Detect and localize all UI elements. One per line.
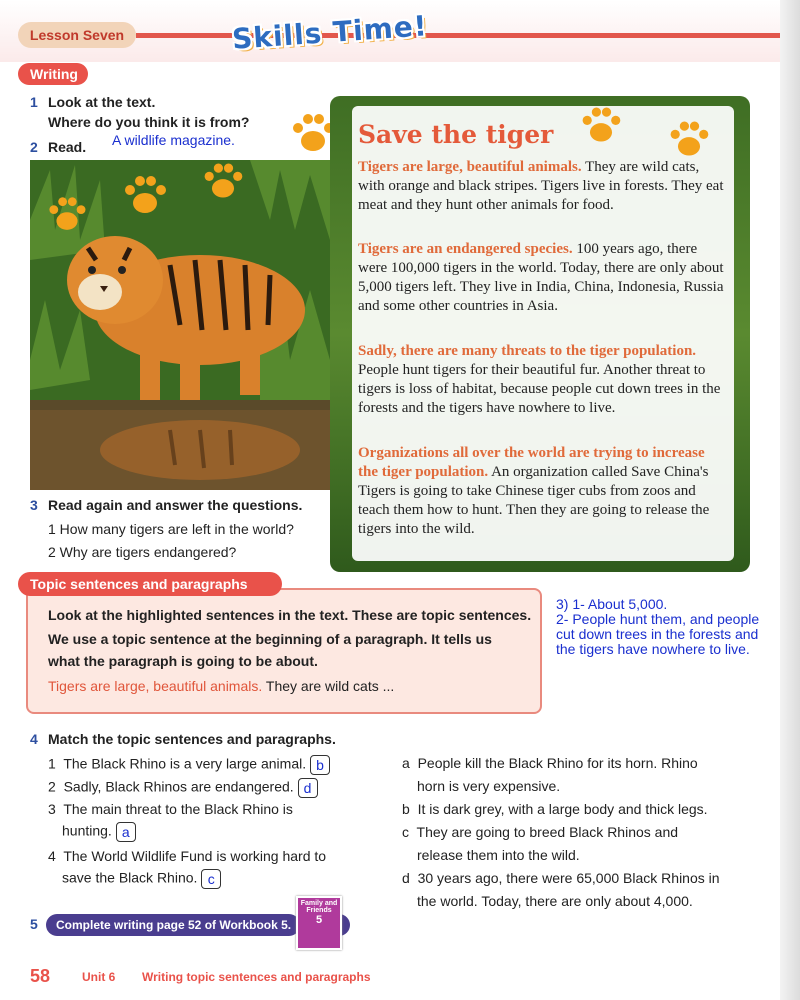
match-left-1-number: 1	[48, 755, 56, 772]
match-left-2-text: Sadly, Black Rhinos are endangered.	[63, 778, 294, 795]
match-answer-box-2[interactable]: d	[298, 778, 318, 798]
page-edge	[780, 0, 800, 1000]
match-right-c	[402, 824, 678, 840]
workbook-cover-number: 5	[315, 914, 323, 926]
match-left-4-cont	[62, 869, 221, 889]
match-right-b-text: It is dark grey, with a large body and thick legs.	[417, 801, 708, 817]
paw-print-icon	[45, 192, 89, 236]
footer-unit: Unit 6	[82, 970, 116, 984]
paragraph-4-body: An organization called Save China's Tigers is going to take Chinese tiger cubs from zoos and teach them how to hunt. Then they are going to release the tigers into the wild.	[358, 464, 710, 537]
page-number: 58	[30, 966, 51, 986]
paragraph-2	[358, 240, 728, 316]
q5-number: 5	[30, 916, 38, 932]
q2-number: 2	[30, 139, 38, 155]
paragraph-1	[358, 158, 728, 215]
topic-example	[48, 678, 394, 694]
q3-answer-line-4: the tigers have nowhere to live.	[556, 641, 750, 657]
match-right-a-text-2: horn is very expensive.	[417, 778, 561, 794]
match-left-4-text: The World Wildlife Fund is working hard to	[63, 848, 327, 864]
topic-example-highlight: Tigers are large, beautiful animals.	[48, 678, 263, 694]
workbook-cover-title: Family and Friends	[300, 900, 338, 914]
match-left-2	[48, 778, 318, 798]
paragraph-2-body: 100 years ago, there were 100,000 tigers in the world. Today, there are only about 5,000 tigers left. They live in India, China, Indonesia, Russia and some other countries in Asia.	[358, 241, 724, 314]
q1-line2: Where do you think it is from?	[48, 114, 250, 130]
topic-line-3: what the paragraph is going to be about.	[48, 653, 318, 669]
reading-title: Save the tiger	[358, 120, 554, 149]
topic-line-1: Look at the highlighted sentences in the text. These are topic sentences.	[48, 607, 532, 623]
q3-answer-line-1: 3) 1- About 5,000.	[556, 596, 668, 612]
q1-number: 1	[30, 94, 38, 110]
match-right-a-text: People kill the Black Rhino for its horn. Rhino	[417, 755, 698, 771]
match-right-b	[402, 801, 708, 817]
paw-print-icon	[666, 116, 712, 162]
q4-number: 4	[30, 731, 38, 747]
match-right-d	[402, 870, 720, 886]
match-right-b-letter: b	[402, 801, 410, 817]
match-answer-box-1[interactable]: b	[310, 755, 330, 775]
match-right-d-text: 30 years ago, there were 65,000 Black Rhinos in	[417, 870, 720, 886]
workbook-instruction: Complete writing page 52 of Workbook 5.	[46, 914, 300, 936]
match-left-3	[48, 801, 293, 817]
match-right-d-letter: d	[402, 870, 410, 886]
workbook-cover-icon	[296, 896, 342, 950]
match-right-a	[402, 755, 698, 771]
q3-answer-line-2: 2- People hunt them, and people	[556, 611, 760, 627]
paw-print-icon	[578, 102, 624, 148]
match-answer-box-3[interactable]: a	[116, 822, 136, 842]
paragraph-3-body: People hunt tigers for their beautiful fur. Another threat to tigers is loss of habitat, because people cut down trees in the forests and the tigers have nowhere to live.	[358, 362, 721, 416]
page-title: Skills Time!	[231, 9, 429, 56]
match-left-3-text-2: hunting.	[62, 822, 112, 839]
match-answer-box-4[interactable]: c	[201, 869, 221, 889]
reading-text-panel	[352, 106, 734, 561]
q2-text: Read.	[48, 139, 87, 155]
match-left-3-text: The main threat to the Black Rhino is	[63, 801, 293, 817]
match-right-d-text-2: the world. Today, there are only about 4,000.	[417, 893, 693, 909]
q3-number: 3	[30, 497, 38, 513]
footer-topic: Writing topic sentences and paragraphs	[142, 970, 371, 984]
q3-text: Read again and answer the questions.	[48, 497, 303, 513]
match-left-1-text: The Black Rhino is a very large animal.	[63, 755, 307, 772]
q1-answer: A wildlife magazine.	[112, 132, 235, 148]
match-left-4-text-2: save the Black Rhino.	[62, 869, 198, 886]
q3-item-1: 1 How many tigers are left in the world?	[48, 521, 294, 537]
paragraph-4	[358, 444, 728, 539]
lesson-label: Lesson Seven	[18, 22, 136, 48]
topic-line-2: We use a topic sentence at the beginning of a paragraph. It tells us	[48, 631, 492, 647]
topic-sentence-1: Tigers are large, beautiful animals.	[358, 159, 582, 175]
q3-answer-line-3: cut down trees in the forests and	[556, 626, 759, 642]
match-left-3-cont	[62, 822, 136, 842]
section-writing-label: Writing	[18, 63, 88, 85]
q1-line1: Look at the text.	[48, 94, 156, 110]
topic-sentence-4: Organizations all over the world are trying to increase the tiger population.	[358, 445, 705, 480]
paw-print-icon	[120, 170, 170, 220]
match-right-a-letter: a	[402, 755, 410, 771]
match-left-4	[48, 848, 326, 864]
topic-sentence-2: Tigers are an endangered species.	[358, 241, 573, 257]
q4-text: Match the topic sentences and paragraphs.	[48, 731, 336, 747]
match-left-3-number: 3	[48, 801, 56, 817]
match-left-2-number: 2	[48, 778, 56, 795]
match-left-1	[48, 755, 330, 775]
paragraph-1-body: They are wild cats, with orange and black stripes. Tigers live in forests. They eat meat and they hunt other animals for food.	[358, 159, 724, 213]
match-left-4-number: 4	[48, 848, 56, 864]
paw-print-icon	[200, 158, 246, 204]
topic-example-rest: They are wild cats ...	[262, 678, 395, 694]
match-right-c-text-2: release them into the wild.	[417, 847, 580, 863]
match-right-c-letter: c	[402, 824, 409, 840]
match-right-c-text: They are going to breed Black Rhinos and	[416, 824, 679, 840]
paragraph-3	[358, 342, 728, 418]
topic-sentences-label: Topic sentences and paragraphs	[18, 572, 282, 596]
q3-item-2: 2 Why are tigers endangered?	[48, 544, 237, 560]
topic-sentence-3: Sadly, there are many threats to the tiger population.	[358, 343, 697, 359]
